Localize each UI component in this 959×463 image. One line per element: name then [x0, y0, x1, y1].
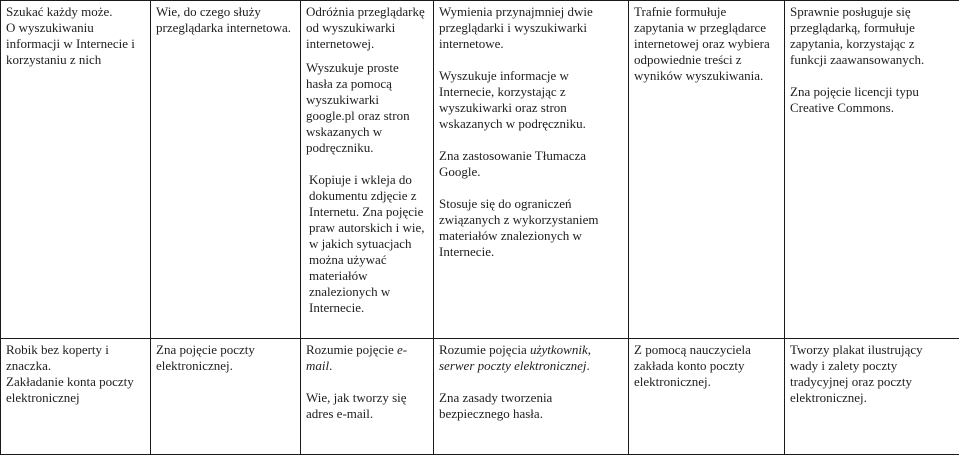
requirement-text: Stosuje się do ograniczeń związanych z wykorzystaniem materiałów znalezionych w Internecie. — [439, 196, 599, 259]
requirement-text: Sprawnie posługuje się przeglądarką, formułuje zapytania, korzystając z funkcji zaawansowanych. — [790, 4, 925, 67]
topic-cell — [1, 339, 151, 455]
requirement-text: Wymienia przynajmniej dwie przeglądarki i wyszukiwarki internetowe. — [439, 4, 593, 51]
requirement-text: Wyszukuje proste hasła za pomocą wyszukiwarki google.pl oraz stron wskazanych w podręczniku. — [306, 60, 410, 155]
requirement-text: Wyszukuje informacje w Internecie, korzystając z wyszukiwarki oraz stron wskazanych w podręczniku. — [439, 68, 586, 131]
requirement-text: Trafnie formułuje zapytania w przeglądarce internetowej oraz wybiera odpowiednie treści z wyników wyszukiwania. — [634, 4, 770, 83]
text-part: Rozumie pojęcia — [439, 342, 530, 357]
topic-title: Robik bez koperty i znaczka. — [6, 342, 109, 373]
topic-cell — [1, 1, 151, 339]
requirement-text: Kopiuje i wkleja do dokumentu zdjęcie z Internetu. Zna pojęcie praw autorskich i wie, w jakich sytuacjach można używać materiałów znalezionych w Internecie. — [309, 172, 425, 315]
topic-subtitle: Zakładanie konta poczty elektronicznej — [6, 374, 134, 405]
requirement-cell — [785, 1, 959, 339]
requirement-text — [306, 342, 428, 374]
requirement-cell — [151, 1, 301, 339]
requirement-text: Zna zasady tworzenia bezpiecznego hasła. — [439, 390, 553, 421]
text-part: , — [587, 342, 591, 357]
requirement-cell — [434, 339, 629, 455]
requirement-text: Wie, jak tworzy się adres e-mail. — [306, 390, 407, 421]
requirement-text: Tworzy plakat ilustrujący wady i zalety poczty tradycyjnej oraz poczty elektronicznej. — [790, 342, 923, 405]
text-part: . — [586, 358, 590, 373]
term-emphasis: użytkownik — [529, 342, 588, 357]
requirement-cell — [301, 1, 434, 339]
requirement-text: Zna zastosowanie Tłumacza Google. — [439, 148, 587, 179]
requirement-cell — [151, 339, 301, 455]
text-part: Rozumie pojęcie — [306, 342, 397, 357]
table-row — [1, 1, 959, 339]
requirement-cell — [301, 339, 434, 455]
topic-title: Szukać każdy może. — [6, 4, 113, 19]
requirement-cell — [434, 1, 629, 339]
requirement-text: Zna pojęcie licencji typu Creative Commons. — [790, 84, 919, 115]
requirement-cell — [785, 339, 959, 455]
requirement-text: Z pomocą nauczyciela zakłada konto poczty elektronicznej. — [634, 342, 751, 389]
requirement-text — [439, 342, 623, 374]
requirement-cell — [629, 339, 785, 455]
requirement-text: Odróżnia przeglądarkę od wyszukiwarki internetowej. — [306, 4, 425, 51]
table-row — [1, 339, 959, 455]
requirement-cell — [629, 1, 785, 339]
requirement-text: Wie, do czego służy przeglądarka internetowa. — [156, 4, 291, 35]
topic-subtitle: O wyszukiwaniu informacji w Internecie i korzystaniu z nich — [6, 20, 135, 67]
requirement-text: Zna pojęcie poczty elektronicznej. — [156, 342, 255, 373]
term-emphasis: serwer poczty elektronicznej — [439, 358, 587, 373]
term-emphasis: e-mail — [306, 342, 408, 373]
text-part: . — [329, 358, 333, 373]
